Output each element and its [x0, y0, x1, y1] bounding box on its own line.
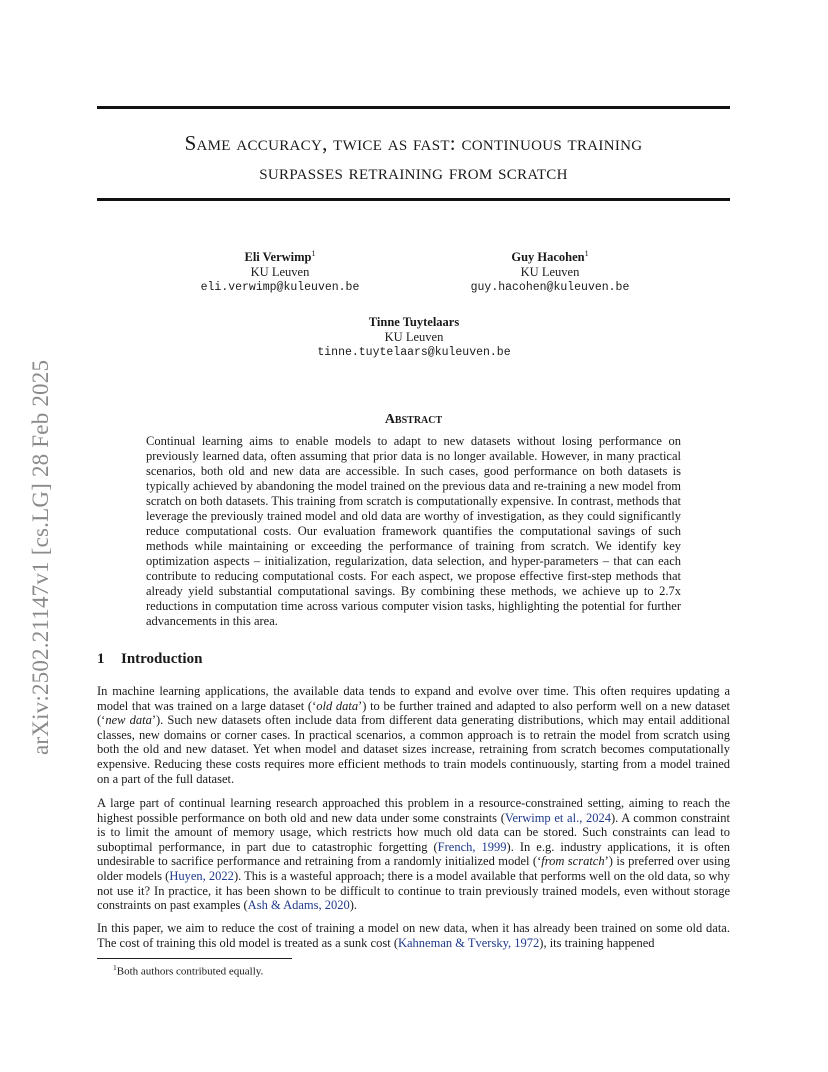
author-email: guy.hacohen@kuleuven.be	[470, 281, 630, 295]
section-heading	[97, 651, 202, 668]
author-footnote-mark: 1	[311, 249, 316, 258]
author-affiliation: KU Leuven	[250, 265, 310, 280]
paper-title	[97, 129, 730, 187]
section-title: Introduction	[121, 651, 203, 667]
body-paragraph: In machine learning applications, the available data tends to expand and evolve over time. This often requires updating a model that was trained on a large dataset (‘old data’) to be further trained and adapted to also perform well on a new dataset (‘new data’). Such new datasets often include data from different data generating distributions, which may entail additional classes, new domains or corner cases. In practical scenarios, a common approach is to retrain the model from scratch using both the old and new dataset. Yet when model and dataset sizes increase, retraining from scratch becomes computationally expensive. Reducing these costs requires more efficient methods to train models continuously, starting from a model trained on a part of the full dataset.	[97, 684, 730, 786]
author-block	[300, 315, 528, 360]
author-affiliation: KU Leuven	[520, 265, 580, 280]
author-email: tinne.tuytelaars@kuleuven.be	[317, 346, 511, 359]
title-line-2: surpasses retraining from scratch	[259, 160, 568, 184]
author-name: Guy Hacohen$^1$	[511, 249, 589, 265]
author-affiliation: KU Leuven	[384, 330, 444, 344]
title-top-rule	[97, 106, 730, 109]
title-bottom-rule	[97, 198, 730, 201]
author-block	[450, 246, 650, 295]
body-paragraph: A large part of continual learning research approached this problem in a resource-constrained setting, aiming to reach the highest possible performance on both old and new data under some constraints (Verwimp et al., 2024). A common constraint is to limit the amount of memory usage, which restricts how much old data can be stored. Such constraints can lead to suboptimal performance, in part due to catastrophic forgetting (French, 1999). In e.g. industry applications, it is often undesirable to sacrifice performance and retraining from a randomly initialized model (‘from scratch’) is preferred over using older models (Huyen, 2022). This is a wasteful approach; there is a model available that performs well on the old data, so why not use it? In practice, it has been shown to be difficult to continue to train previously trained models, even without storage constraints on past examples (Ash & Adams, 2020).	[97, 796, 730, 913]
citation-link[interactable]: Verwimp et al., 2024	[504, 810, 611, 825]
body-paragraph: In this paper, we aim to reduce the cost of training a model on new data, when it has already been trained on some old data. The cost of training this old model is treated as a sunk cost (Kahneman & Tversky, 1972), its training happened	[97, 921, 730, 950]
emphasis: new data	[105, 713, 152, 728]
citation-link[interactable]: Huyen, 2022	[169, 868, 234, 883]
author-email: eli.verwimp@kuleuven.be	[200, 281, 360, 295]
footnote	[113, 963, 263, 978]
author-name: Eli Verwimp$^1$	[244, 249, 316, 265]
footnote-rule	[97, 958, 292, 959]
citation-link[interactable]: Ash & Adams, 2020	[247, 898, 350, 913]
emphasis: old data	[316, 698, 359, 713]
author-block	[180, 246, 380, 295]
footnote-text: Both authors contributed equally.	[116, 965, 264, 978]
arxiv-identifier-stamp: arXiv:2502.21147v1 [cs.LG] 28 Feb 2025	[28, 359, 53, 755]
author-footnote-mark: 1	[584, 249, 589, 258]
emphasis: from scratch	[541, 854, 605, 869]
abstract-text: Continual learning aims to enable models to adapt to new datasets without losing performance on previously learned data, often assuming that prior data is no longer available. However, in many practical scenarios, both old and new data are accessible. In such cases, good performance on both datasets is typically achieved by abandoning the model trained on the previous data and re-training a new model from scratch on both datasets. This training from scratch is computationally expensive. In contrast, methods that leverage the previously trained model and old data are worthy of investigation, as they could significantly reduce computational costs. Our evaluation framework quantifies the computational savings of such methods while maintaining or exceeding the performance of training from scratch. We identify key optimization aspects – initialization, regularization, data selection, and hyper-parameters – that can each contribute to reducing computational costs. For each aspect, we propose effective first-step methods that already yield substantial computational savings. By combining these methods, we achieve up to 2.7x reductions in computation time across various computer vision tasks, highlighting the potential for further advancements in this area.	[146, 434, 681, 628]
citation-link[interactable]: French, 1999	[437, 839, 507, 854]
title-line-1: Same accuracy, twice as fast: continuous training	[184, 131, 643, 155]
abstract-heading: Abstract	[384, 412, 443, 427]
section-number: 1	[97, 651, 105, 667]
footnote-mark: 1	[113, 963, 117, 972]
author-name: Tinne Tuytelaars	[368, 315, 460, 329]
citation-link[interactable]: Kahneman & Tversky, 1972	[397, 935, 540, 950]
